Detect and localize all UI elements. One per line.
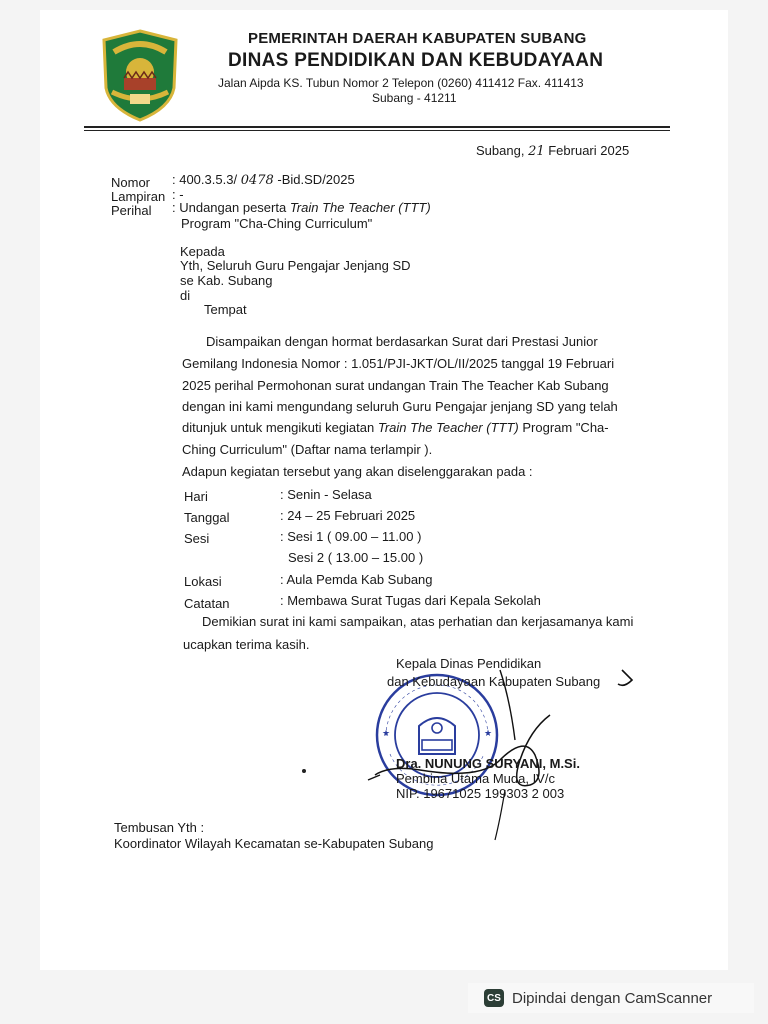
catatan-value: : Membawa Surat Tugas dari Kepala Sekolah bbox=[280, 593, 541, 608]
handwritten-signature-icon bbox=[360, 640, 660, 860]
date-day-handwritten: 21 bbox=[528, 144, 545, 159]
recipient-area: se Kab. Subang bbox=[180, 273, 273, 288]
cc-label: Tembusan Yth : bbox=[114, 820, 205, 835]
letterhead-line2: DINAS PENDIDIKAN DAN KEBUDAYAAN bbox=[228, 50, 604, 71]
lokasi-label: Lokasi bbox=[184, 574, 222, 589]
closing-line1: Demikian surat ini kami sampaikan, atas perhatian dan kerjasamanya kami bbox=[202, 614, 634, 629]
paragraph-line6: Ching Curriculum" (Daftar nama terlampir ). bbox=[182, 442, 433, 457]
signatory-title2: dan Kebudayaan Kabupaten Subang bbox=[387, 674, 601, 689]
ink-dot bbox=[302, 769, 306, 773]
perihal-line2: Program "Cha-Ching Curriculum" bbox=[181, 216, 373, 231]
recipient-tempat: Tempat bbox=[204, 302, 247, 317]
letterhead-rule-thin bbox=[84, 130, 670, 131]
letterhead-city: Subang - 41211 bbox=[372, 91, 457, 105]
recipient-di: di bbox=[180, 288, 191, 303]
recipient-yth: Yth, Seluruh Guru Pengajar Jenjang SD bbox=[180, 258, 411, 273]
svg-text:★: ★ bbox=[382, 729, 391, 739]
perihal-value: : Undangan peserta Train The Teacher (TTT) bbox=[172, 200, 431, 215]
sesi1-value: : Sesi 1 ( 09.00 – 11.00 ) bbox=[280, 529, 422, 544]
nomor-label: Nomor bbox=[111, 175, 151, 190]
lampiran-label: Lampiran bbox=[111, 189, 166, 204]
letterhead-line1: PEMERINTAH DAERAH KABUPATEN SUBANG bbox=[248, 30, 587, 47]
tanggal-value: : 24 – 25 Februari 2025 bbox=[280, 508, 416, 523]
camscanner-logo-icon: CS bbox=[484, 989, 504, 1007]
sesi2-value: Sesi 2 ( 13.00 – 15.00 ) bbox=[288, 550, 424, 565]
nomor-handwritten: 0478 bbox=[240, 173, 274, 188]
paragraph-line2: Gemilang Indonesia Nomor : 1.051/PJI-JKT/OL/II/2025 tanggal 19 Februari bbox=[182, 356, 615, 371]
camscanner-text: Dipindai dengan CamScanner bbox=[512, 989, 713, 1007]
letterhead-rule-thick bbox=[84, 126, 670, 128]
hari-label: Hari bbox=[184, 489, 208, 504]
paragraph-line4: dengan ini kami mengundang seluruh Guru Pengajar jenjang SD yang telah bbox=[182, 399, 618, 414]
lokasi-value: : Aula Pemda Kab Subang bbox=[280, 572, 433, 587]
sesi-label: Sesi bbox=[184, 531, 210, 546]
signatory-nip: NIP. 19671025 199303 2 003 bbox=[396, 786, 565, 801]
hari-value: : Senin - Selasa bbox=[280, 487, 372, 502]
letterhead-address: Jalan Aipda KS. Tubun Nomor 2 Telepon (0260) 411412 Fax. 411413 bbox=[218, 76, 584, 90]
cc-line1: Koordinator Wilayah Kecamatan se-Kabupaten Subang bbox=[114, 836, 434, 851]
closing-line2: ucapkan terima kasih. bbox=[183, 637, 310, 652]
paragraph-line3: 2025 perihal Permohonan surat undangan Train The Teacher Kab Subang bbox=[182, 378, 609, 393]
perihal-label: Perihal bbox=[111, 203, 152, 218]
nomor-value: : 400.3.5.3/ 0478 -Bid.SD/2025 bbox=[172, 172, 355, 188]
tanggal-label: Tanggal bbox=[184, 510, 230, 525]
recipient-kepada: Kepada bbox=[180, 244, 225, 259]
signatory-rank: Pembina Utama Muda, IV/c bbox=[396, 771, 555, 786]
schedule-intro: Adapun kegiatan tersebut yang akan diselenggarakan pada : bbox=[182, 464, 533, 479]
subang-regency-logo-icon bbox=[100, 28, 180, 122]
date-line: Subang, 21 Februari 2025 bbox=[476, 143, 630, 159]
lampiran-value: : - bbox=[172, 187, 184, 202]
catatan-label: Catatan bbox=[184, 596, 230, 611]
signatory-title1: Kepala Dinas Pendidikan bbox=[396, 656, 542, 671]
signatory-name: Dra. NUNUNG SURYANI, M.Si. bbox=[396, 756, 580, 771]
camscanner-footer bbox=[468, 983, 754, 1013]
svg-text:★: ★ bbox=[484, 729, 493, 739]
paragraph-line1: Disampaikan dengan hormat berdasarkan Surat dari Prestasi Junior bbox=[206, 334, 598, 349]
paragraph-line5: ditunjuk untuk mengikuti kegiatan Train The Teacher (TTT) Program "Cha- bbox=[182, 420, 609, 435]
